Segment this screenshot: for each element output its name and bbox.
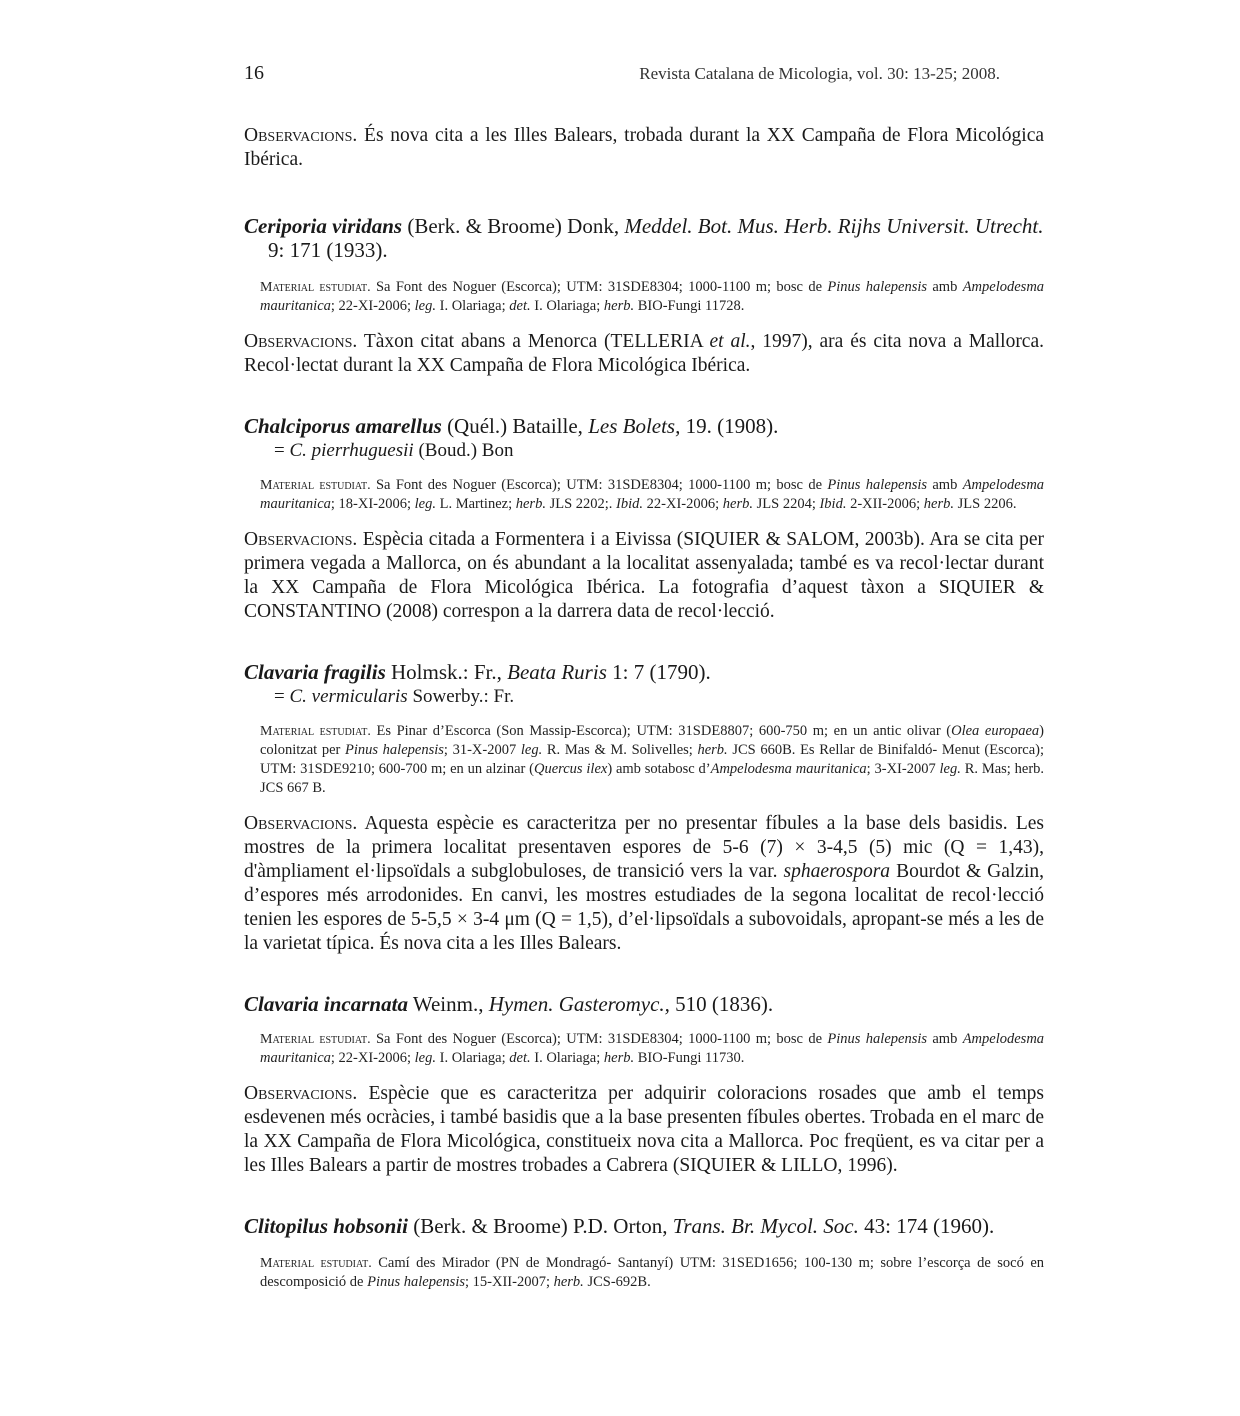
observations-paragraph xyxy=(244,124,1044,172)
material-abbrev: herb. xyxy=(603,1050,635,1066)
material-text: JLS 2202;. xyxy=(549,496,613,512)
observations-paragraph xyxy=(244,330,1044,378)
species-name: Chalciporus amarellus xyxy=(244,414,442,438)
species-heading xyxy=(244,214,1044,262)
species-heading xyxy=(244,414,1044,438)
observations-text: , 1997), ara és cita nova a Mallorca. Recol·lectat durant la XX Campaña de Flora Micológica Ibérica. xyxy=(244,331,1044,376)
material-taxon: Ampelodesma mauritanica xyxy=(260,279,1045,314)
observations-text: Aquesta espècie es caracteritza per no presentar fíbules a la base dels basidis. Les mostres de la primera localitat presentaven espores de 5-6 (7) × 3-4,5 (5) mic (Q = 1,43), d'àmpliament el·lipsoïdals a subglobuloses, de transició vers la var. xyxy=(244,813,1044,882)
synonym-author: Sowerby.: Fr. xyxy=(412,686,515,707)
material-taxon: Pinus halepensis xyxy=(367,1274,465,1290)
material-abbrev: Ibid. xyxy=(819,496,847,512)
observations-paragraph xyxy=(244,812,1044,956)
observations-label: Observacions. xyxy=(244,331,358,352)
material-abbrev: herb. xyxy=(553,1274,584,1290)
species-heading xyxy=(244,1214,1044,1238)
material-text: I. Olariaga; xyxy=(534,1050,601,1066)
material-abbrev: leg. xyxy=(520,742,543,758)
material-abbrev: herb. xyxy=(923,496,954,512)
material-text: ; 3-XI-2007 xyxy=(866,761,936,777)
material-label: Material estudiat. xyxy=(260,724,371,739)
material-text: BIO-Fungi 11730. xyxy=(637,1050,745,1066)
observations-label: Observacions. xyxy=(244,1083,358,1104)
material-text: ) colonitzat per xyxy=(260,723,1044,758)
material-text: ; 22-XI-2006; xyxy=(330,298,412,314)
article-body xyxy=(244,124,1044,1292)
material-studied xyxy=(244,722,1044,798)
observations-label: Observacions. xyxy=(244,813,358,834)
material-text: L. Martinez; xyxy=(439,496,513,512)
material-text: Sa Font des Noguer (Escorca); UTM: 31SDE8304; 1000-1100 m; bosc de xyxy=(375,477,823,493)
material-abbrev: leg. xyxy=(414,496,436,512)
material-text: ) amb sotabosc d’ xyxy=(607,761,711,777)
observations-text: Espècia citada a Formentera i a Eivissa (SIQUIER & SALOM, 2003b). Ara se cita per primera vegada a Mallorca, on és abundant a la localitat assenyalada; també es va recol·lectar durant la XX Campaña de Flora Micológica Ibérica. La fotografia d’aquest tàxon a SIQUIER & CONSTANTINO (2008) correspon a la darrera data de recol·lecció. xyxy=(244,529,1044,622)
material-text: ; 31-X-2007 xyxy=(443,742,517,758)
material-abbrev: det. xyxy=(509,298,531,314)
material-taxon: Ampelodesma mauritanica xyxy=(260,1031,1045,1066)
material-text: R. Mas; herb. JCS 667 B. xyxy=(260,761,1045,796)
species-name: Ceriporia viridans xyxy=(244,214,403,238)
material-taxon: Olea europaea xyxy=(951,723,1040,739)
material-abbrev: det. xyxy=(509,1050,531,1066)
material-studied xyxy=(244,1030,1044,1068)
material-studied xyxy=(244,476,1044,514)
material-abbrev: leg. xyxy=(414,1050,436,1066)
species-publication: Hymen. Gasteromyc., xyxy=(488,992,670,1016)
synonym xyxy=(244,686,1044,708)
material-studied xyxy=(244,278,1044,316)
material-taxon: Ampelodesma mauritanica xyxy=(260,477,1045,512)
observations-label: Observacions. xyxy=(244,529,358,550)
material-text: 2-XII-2006; xyxy=(850,496,921,512)
material-taxon: Pinus halepensis xyxy=(827,1031,928,1047)
running-header xyxy=(244,62,1044,90)
species-citation: 19. (1908). xyxy=(685,414,779,438)
observations-paragraph xyxy=(244,1082,1044,1178)
material-abbrev: herb. xyxy=(722,496,753,512)
material-text: 22-XI-2006; xyxy=(646,496,720,512)
material-abbrev: herb. xyxy=(697,742,728,758)
material-abbrev: leg. xyxy=(939,761,961,777)
material-label: Material estudiat. xyxy=(260,1032,371,1047)
species-publication: Trans. Br. Mycol. Soc. xyxy=(672,1214,859,1238)
species-heading xyxy=(244,992,1044,1016)
material-text: Es Pinar d’Escorca (Son Massip-Escorca); UTM: 31SDE8807; 600-750 m; en un antic olivar ( xyxy=(376,723,952,739)
material-text: BIO-Fungi 11728. xyxy=(637,298,745,314)
species-name: Clavaria fragilis xyxy=(244,660,386,684)
observations-italic: sphaerospora xyxy=(783,861,891,882)
species-author: Weinm., xyxy=(412,992,484,1016)
material-text: R. Mas & M. Solivelles; xyxy=(546,742,693,758)
synonym-sign: = xyxy=(274,440,285,461)
material-text: Sa Font des Noguer (Escorca); UTM: 31SDE8304; 1000-1100 m; bosc de xyxy=(375,1031,823,1047)
synonym xyxy=(244,440,1044,462)
material-text: I. Olariaga; xyxy=(439,298,506,314)
material-taxon: Ampelodesma mauritanica xyxy=(710,761,867,777)
material-taxon: Pinus halepensis xyxy=(345,742,444,758)
species-publication: Beata Ruris xyxy=(507,660,607,684)
observations-text: Espècie que es caracteritza per adquirir coloracions rosades que amb el temps esdevenen més ocràcies, i també basidis que a la base presenten fíbules obertes. Trobada en el marc de la XX Campaña de Flora Micológica, constitueix nova cita a Mallorca. Poc freqüent, es va citar per a les Illes Balears a partir de mostres trobades a Cabrera (SIQUIER & LILLO, 1996). xyxy=(244,1083,1045,1176)
material-label: Material estudiat. xyxy=(260,478,371,493)
material-taxon: Pinus halepensis xyxy=(827,279,928,295)
species-publication: Les Bolets, xyxy=(588,414,681,438)
observations-label: Observacions. xyxy=(244,125,358,146)
journal-citation: Revista Catalana de Micologia, vol. 30: 13-25; 2008. xyxy=(639,64,1000,83)
synonym-sign: = xyxy=(274,686,285,707)
material-text: I. Olariaga; xyxy=(534,298,601,314)
page-number: 16 xyxy=(244,62,264,84)
material-text: JLS 2206. xyxy=(957,496,1017,512)
species-name: Clavaria incarnata xyxy=(244,992,408,1016)
material-text: JLS 2204; xyxy=(756,496,816,512)
material-text: amb xyxy=(932,477,958,493)
species-citation: 510 (1836). xyxy=(675,992,774,1016)
species-citation: 43: 174 (1960). xyxy=(864,1214,995,1238)
material-text: JCS 660B. Es Rellar de Binifaldó- Menut (Escorca); UTM: 31SDE9210; 600-700 m; en un alzinar ( xyxy=(260,742,1045,777)
material-text: I. Olariaga; xyxy=(439,1050,506,1066)
material-taxon: Pinus halepensis xyxy=(827,477,928,493)
material-label: Material estudiat. xyxy=(260,1256,372,1271)
material-abbrev: Ibid. xyxy=(616,496,644,512)
material-text: ; 15-XII-2007; xyxy=(465,1274,550,1290)
observations-italic: et al. xyxy=(709,331,751,352)
material-text: amb xyxy=(932,279,958,295)
species-author: Holmsk.: Fr., xyxy=(391,660,502,684)
material-taxon: Quercus ilex xyxy=(533,761,608,777)
material-abbrev: herb. xyxy=(603,298,635,314)
species-publication: Meddel. Bot. Mus. Herb. Rijhs Universit. Utrecht. xyxy=(624,214,1044,238)
species-author: (Berk. & Broome) Donk, xyxy=(407,214,620,238)
observations-text: Bourdot & Galzin, d’espores més arrodonides. En canvi, les mostres estudiades de la segona localitat de recol·lecció tenien les espores de 5-5,5 × 3-4 μm (Q = 1,5), d’el·lipsoïdals a subovoidals, apropant-se més a les de la varietat típica. És nova cita a les Illes Balears. xyxy=(244,861,1045,954)
material-text: amb xyxy=(932,1031,958,1047)
synonym-name: C. vermicularis xyxy=(289,686,408,707)
material-abbrev: herb. xyxy=(515,496,546,512)
material-text: ; 18-XI-2006; xyxy=(330,496,412,512)
material-label: Material estudiat. xyxy=(260,280,371,295)
observations-paragraph xyxy=(244,528,1044,624)
material-studied xyxy=(244,1254,1044,1292)
material-text: JCS-692B. xyxy=(587,1274,651,1290)
material-text: ; 22-XI-2006; xyxy=(330,1050,412,1066)
synonym-name: C. pierrhuguesii xyxy=(289,440,414,461)
observations-text: És nova cita a les Illes Balears, trobada durant la XX Campaña de Flora Micológica Ibérica. xyxy=(244,125,1045,170)
species-citation: 9: 171 (1933). xyxy=(268,238,388,262)
species-author: (Berk. & Broome) P.D. Orton, xyxy=(413,1214,668,1238)
material-text: Camí des Mirador (PN de Mondragó- Santanyí) UTM: 31SED1656; 100-130 m; sobre l’escorça de socó en descomposició de xyxy=(260,1255,1045,1290)
species-name: Clitopilus hobsonii xyxy=(244,1214,408,1238)
species-citation: 1: 7 (1790). xyxy=(612,660,711,684)
species-heading xyxy=(244,660,1044,684)
material-abbrev: leg. xyxy=(414,298,436,314)
observations-text: Tàxon citat abans a Menorca (TELLERIA xyxy=(363,331,703,352)
species-author: (Quél.) Bataille, xyxy=(447,414,583,438)
material-text: Sa Font des Noguer (Escorca); UTM: 31SDE8304; 1000-1100 m; bosc de xyxy=(375,279,823,295)
synonym-author: (Boud.) Bon xyxy=(418,440,514,461)
